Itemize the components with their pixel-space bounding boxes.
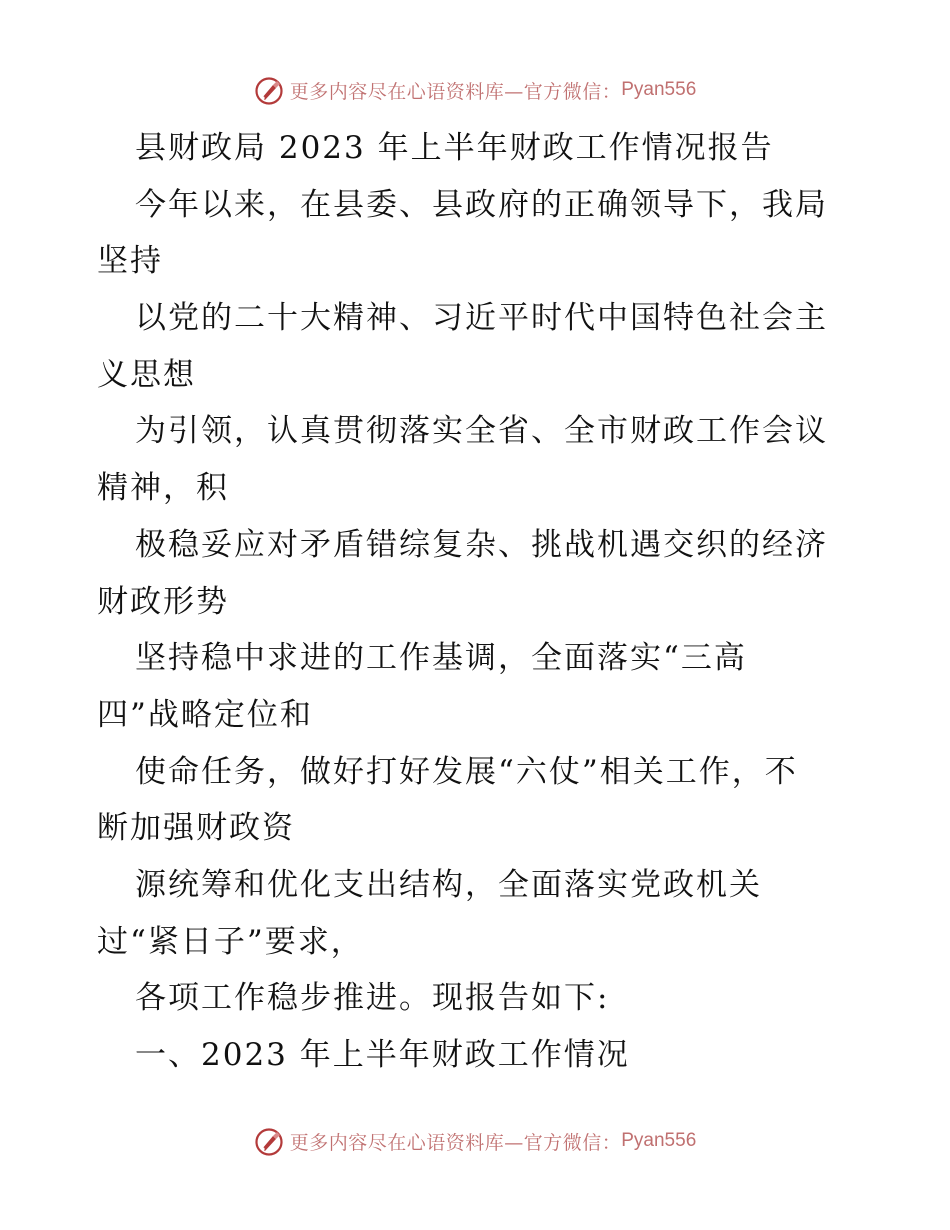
text-line: 过“紧日子”要求， (97, 923, 364, 960)
text-line: 财政形势 (97, 583, 229, 620)
report-body (97, 120, 857, 1084)
text-line: 今年以来，在县委、县政府的正确领导下，我局 (135, 186, 828, 223)
text-line: 极稳妥应对矛盾错综复杂、挑战机遇交织的经济 (135, 526, 828, 563)
text-line: 使命任务，做好打好发展“六仗”相关工作，不 (135, 753, 798, 790)
section-heading: 一、2023 年上半年财政工作情况 (135, 1037, 630, 1073)
text-line: 源统筹和优化支出结构，全面落实党政机关 (135, 866, 762, 903)
text-line: 为引领，认真贯彻落实全省、全市财政工作会议 (135, 413, 828, 450)
text-line: 以党的二十大精神、习近平时代中国特色社会主 (135, 300, 828, 337)
watermark-id: Pyan556 (621, 79, 697, 100)
pen-logo-icon (254, 76, 284, 106)
footer-watermark (0, 1121, 950, 1161)
text-line: 断加强财政资 (97, 810, 295, 847)
pen-logo-icon (254, 1127, 284, 1157)
text-line: 各项工作稳步推进。现报告如下: (135, 980, 610, 1017)
text-line: 坚持稳中求进的工作基调，全面落实“三高 (135, 640, 747, 677)
watermark-text: 更多内容尽在心语资料库—官方微信： (289, 1131, 622, 1154)
text-line: 坚持 (97, 243, 163, 280)
watermark-id: Pyan556 (621, 1130, 697, 1151)
report-title: 县财政局 2023 年上半年财政工作情况报告 (135, 130, 774, 166)
text-line: 四”战略定位和 (97, 696, 313, 733)
text-line: 精神，积 (97, 470, 229, 507)
header-watermark (0, 70, 950, 110)
text-line: 义思想 (97, 356, 196, 393)
watermark-text: 更多内容尽在心语资料库—官方微信： (289, 80, 622, 103)
